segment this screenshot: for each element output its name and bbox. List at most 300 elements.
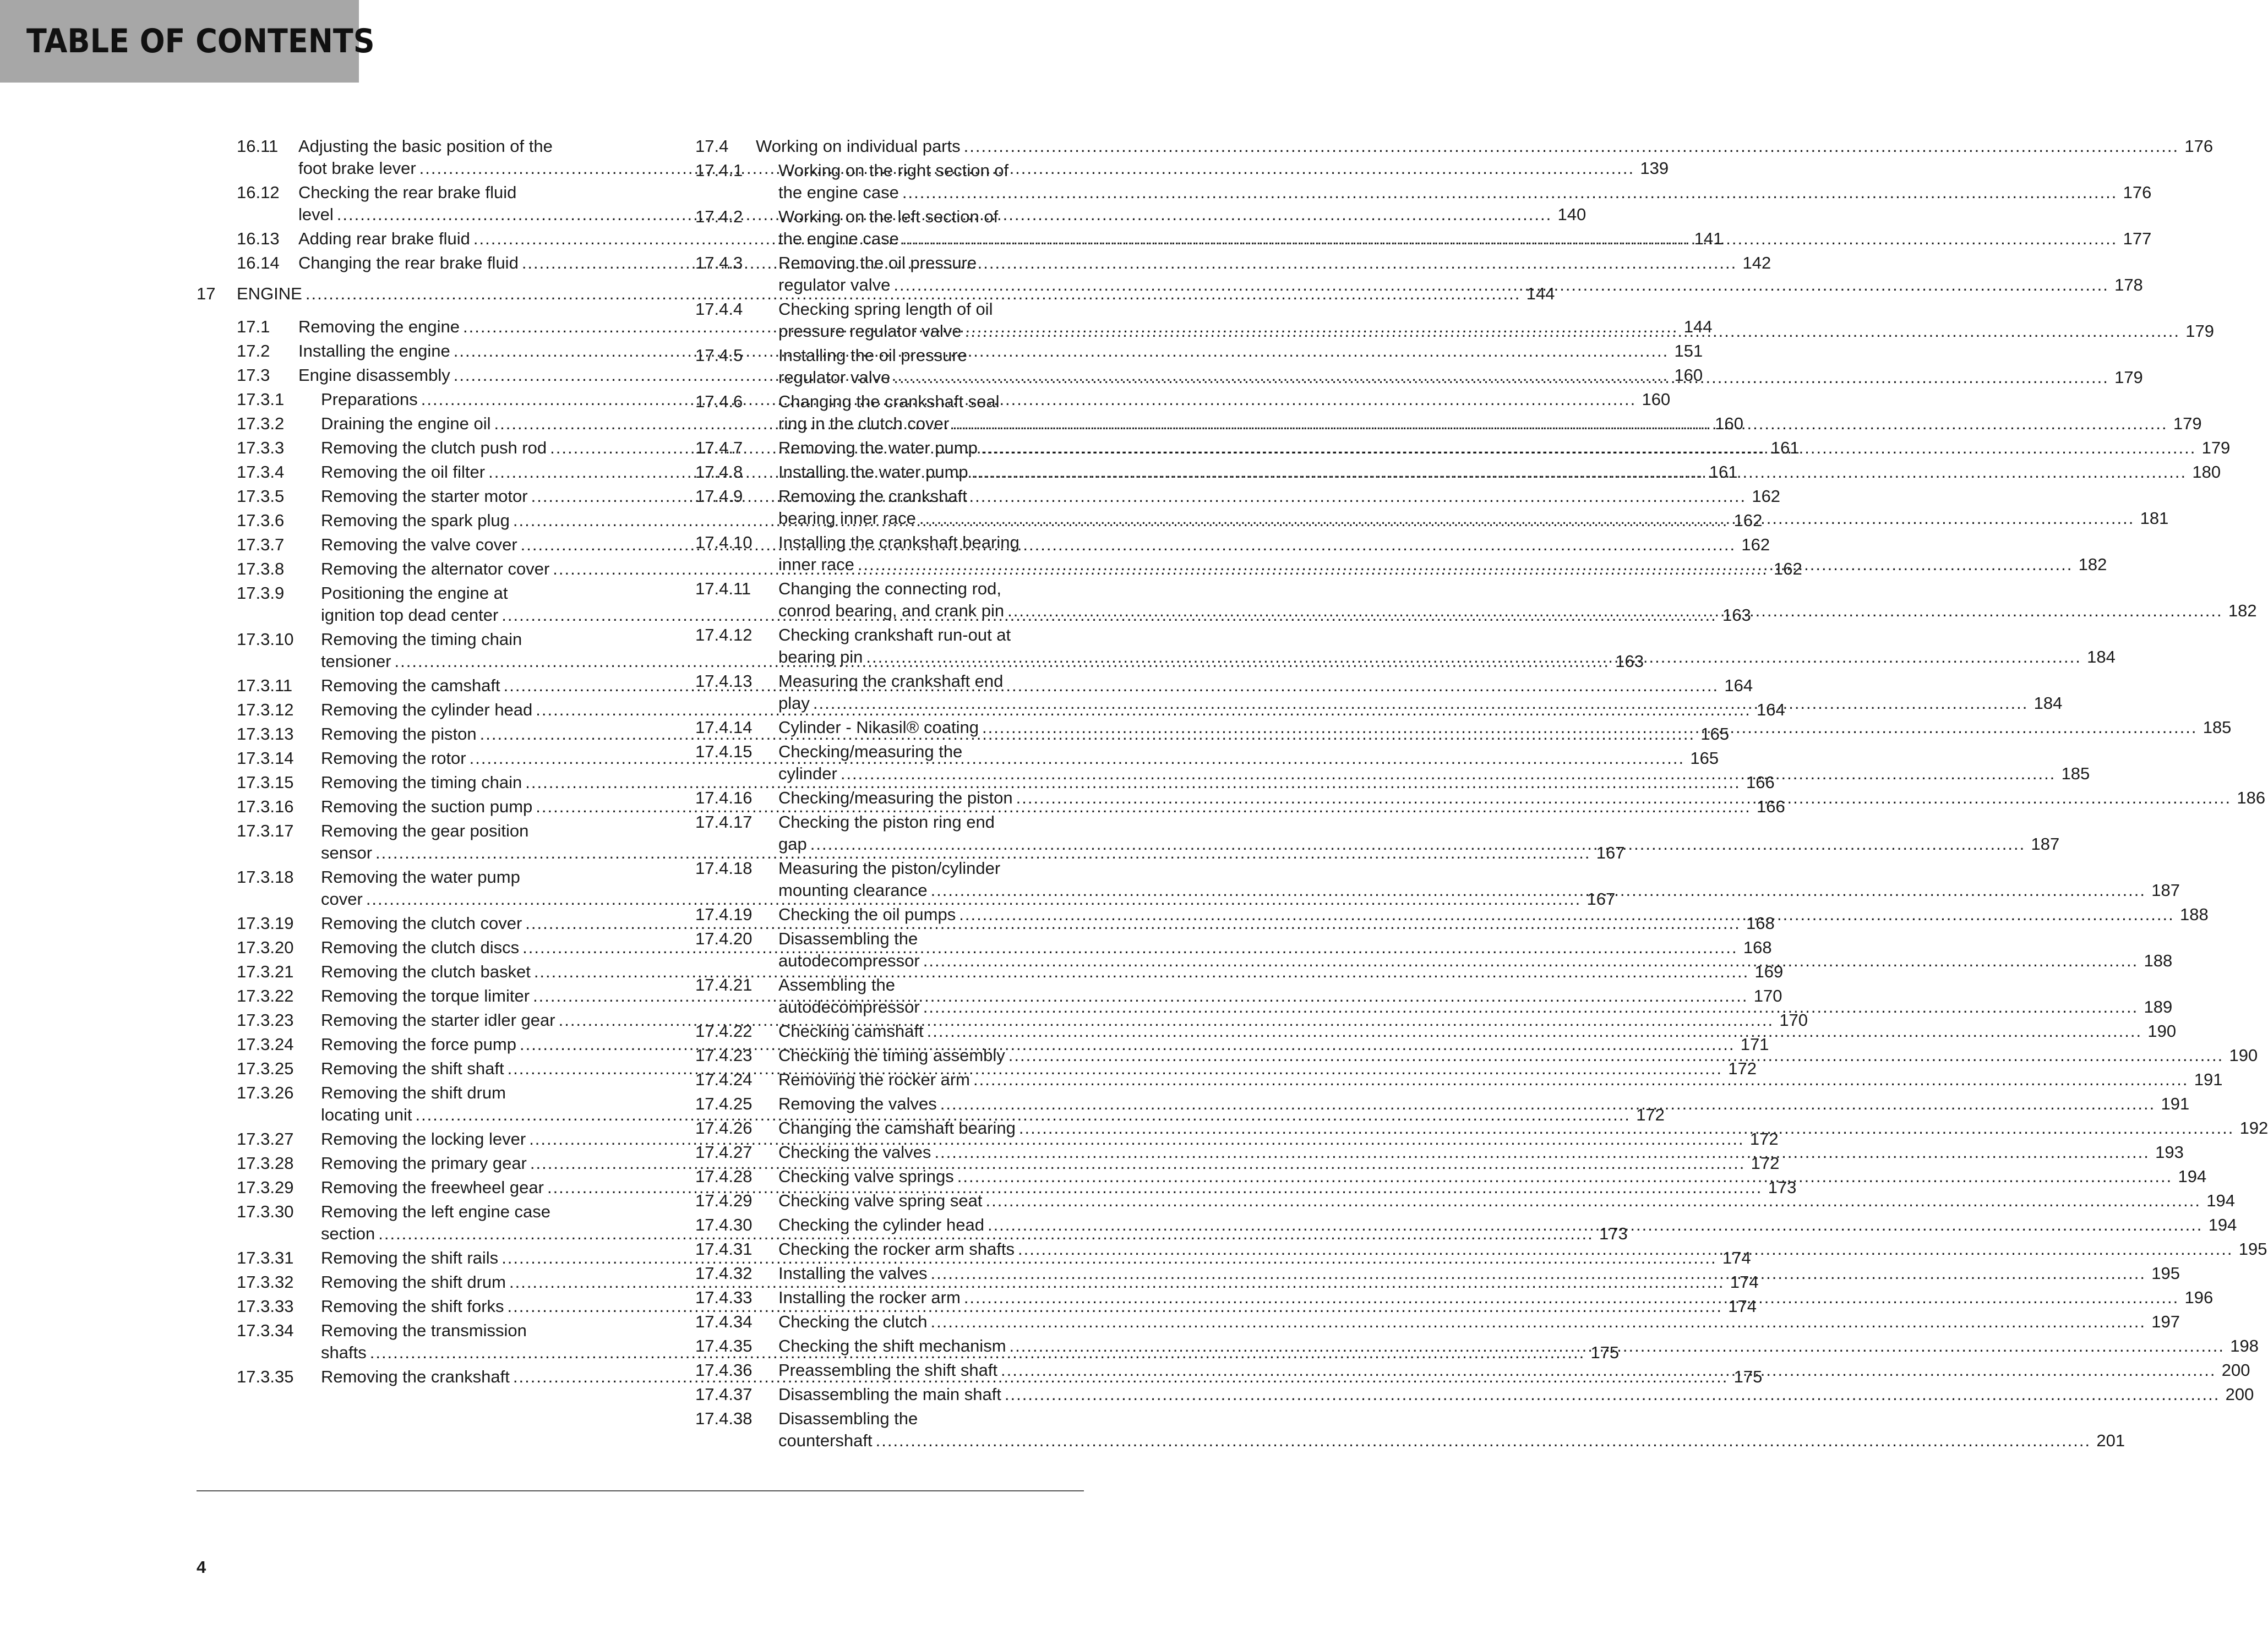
toc-entry-number: 17.3.9 [237, 583, 285, 603]
toc-entry-title-last: Removing the clutch discs [321, 938, 520, 957]
toc-entry-number: 17.3.10 [237, 630, 294, 649]
toc-entry-page: 165 [1700, 724, 1730, 744]
toc-entry-number: 17.2 [237, 341, 270, 360]
toc-entry-row [778, 461, 2221, 483]
footer-divider [197, 1490, 1084, 1491]
toc-entry-title: Installing the oil pressure [778, 346, 967, 365]
toc-entry-page: 190 [2229, 1046, 2258, 1065]
toc-entry[interactable] [695, 1408, 2125, 1452]
toc-entry-title-last: Removing the primary gear [321, 1153, 527, 1173]
toc-entry-number: 17.4.24 [695, 1070, 753, 1089]
toc-entry[interactable] [695, 1311, 2180, 1333]
toc-entry-title-last: Checking/measuring the piston [778, 788, 1013, 807]
toc-entry-title-last: Removing the suction pump [321, 797, 533, 816]
toc-entry-title: Removing the crankshaft [778, 486, 967, 506]
toc-entry-body [778, 578, 2257, 622]
toc-entry-page: 144 [1683, 317, 1713, 336]
toc-entry[interactable] [695, 1262, 2180, 1284]
toc-entry-body [778, 1093, 2189, 1115]
toc-entry-page: 163 [1615, 652, 1644, 671]
toc-entry-body [778, 1117, 2268, 1139]
toc-entry-row [778, 1287, 2213, 1309]
toc-entry-number: 17.4.19 [695, 905, 753, 924]
toc-entry-row [778, 1214, 2237, 1236]
toc-entry-page: 162 [1741, 535, 1770, 554]
toc-entry-page: 189 [2144, 997, 2173, 1016]
toc-entry-number: 17.3.25 [237, 1059, 294, 1078]
toc-entry-page: 172 [1749, 1129, 1779, 1149]
toc-entry-title-last: level [298, 205, 334, 224]
toc-entry-number: 17.3.31 [237, 1248, 294, 1267]
toc-entry-title-last: Removing the clutch cover [321, 914, 522, 933]
toc-entry-title-last: Checking valve springs [778, 1167, 954, 1186]
toc-entry-title-last: Cylinder - Nikasil® coating [778, 718, 979, 737]
toc-entry-title-last: shafts [321, 1343, 367, 1362]
toc-entry-page: 176 [2123, 183, 2152, 202]
dot-leader [985, 1190, 2200, 1212]
toc-entry-title-last: locating unit [321, 1105, 412, 1124]
toc-entry-page: 161 [1709, 462, 1738, 482]
toc-entry[interactable] [695, 1069, 2223, 1091]
page-number: 4 [197, 1557, 206, 1577]
toc-entry-body [778, 741, 2090, 785]
toc-entry-title: Positioning the engine at [321, 583, 508, 603]
dot-leader [1007, 600, 2222, 622]
toc-entry-title: Removing the water pump [321, 867, 520, 887]
toc-entry-page: 197 [2151, 1312, 2180, 1331]
toc-entry-page: 164 [1757, 700, 1785, 719]
toc-entry[interactable] [695, 135, 2214, 157]
toc-entry-row [778, 1430, 2125, 1452]
toc-entry-number: 17.3.19 [237, 914, 294, 933]
toc-entry-number: 17.4.34 [695, 1312, 753, 1331]
toc-entry-number: 17.3.5 [237, 486, 285, 506]
toc-entry-page: 192 [2239, 1118, 2268, 1138]
dot-leader [965, 320, 2180, 342]
dot-leader [876, 1430, 2091, 1452]
toc-entry-body [778, 252, 2143, 296]
toc-entry-title-last: regulator valve [778, 275, 891, 294]
toc-entry-number: 16.12 [237, 183, 280, 202]
toc-entry-row [778, 1045, 2258, 1067]
toc-entry-row [778, 507, 2168, 529]
toc-entry-row [756, 135, 2213, 157]
dot-leader [988, 1214, 2202, 1236]
toc-entry-page: 188 [2144, 951, 2173, 970]
toc-entry-title-last: Checking the timing assembly [778, 1046, 1005, 1065]
toc-entry-row [778, 320, 2214, 342]
toc-entry-number: 17.4.30 [695, 1215, 753, 1234]
toc-entry-body [778, 437, 2230, 459]
toc-entry-page: 163 [1722, 605, 1751, 625]
toc-entry-title-last: autodecompressor [778, 951, 920, 970]
toc-entry-title: Measuring the crankshaft end [778, 671, 1004, 691]
dot-leader [981, 437, 2196, 459]
toc-entry-body [778, 1335, 2259, 1357]
toc-entry-number: 17.4.2 [695, 207, 743, 226]
toc-entry-page: 167 [1596, 843, 1625, 862]
toc-entry-page: 172 [1636, 1105, 1665, 1124]
toc-entry-title: Assembling the [778, 975, 895, 994]
toc-entry-row [778, 787, 2265, 809]
toc-entry-title-last: Preparations [321, 390, 418, 409]
toc-entry-body [778, 904, 2209, 926]
toc-entry-row [778, 1069, 2222, 1091]
toc-entry-row [778, 1384, 2254, 1406]
toc-entry-body [778, 1020, 2176, 1042]
toc-entry-title-last: Engine disassembly [298, 365, 450, 385]
toc-entry-title-last: ignition top dead center [321, 605, 499, 625]
dot-leader [902, 182, 2117, 204]
toc-entry-number: 17.4.9 [695, 486, 743, 506]
dot-leader [893, 274, 2108, 296]
toc-entry-title-last: Checking the shift mechanism [778, 1336, 1006, 1355]
toc-entry-number: 17.4 [695, 136, 729, 156]
toc-entry-number: 17.4.25 [695, 1094, 753, 1113]
toc-entry-body [778, 1214, 2237, 1236]
dot-leader [957, 1166, 2172, 1188]
toc-entry-row [778, 413, 2202, 435]
toc-entry-page: 178 [2114, 275, 2143, 294]
dot-leader [902, 228, 2117, 250]
toc-entry-title: Removing the shift drum [321, 1083, 506, 1102]
toc-entry-title-last: Removing the rotor [321, 748, 466, 768]
toc-entry-page: 184 [2033, 693, 2063, 713]
toc-entry-page: 160 [1715, 414, 1743, 433]
toc-entry-page: 168 [1746, 914, 1775, 933]
page-title: TABLE OF CONTENTS [26, 22, 375, 61]
toc-entry-title-last: bearing inner race [778, 509, 916, 528]
dot-leader [1010, 1335, 2225, 1357]
toc-entry-title-last: Checking the oil pumps [778, 905, 956, 924]
toc-entry-page: 167 [1586, 889, 1616, 909]
toc-entry-page: 185 [2202, 718, 2232, 737]
toc-entry-title-last: inner race [778, 555, 854, 574]
toc-entry-page: 168 [1743, 938, 1772, 957]
dot-leader [1001, 1359, 2216, 1381]
toc-entry-page: 191 [2194, 1070, 2223, 1089]
toc-entry[interactable] [695, 1384, 2254, 1406]
header-tab [0, 0, 375, 83]
toc-entry-page: 179 [2173, 414, 2202, 433]
toc-entry-row [778, 554, 2107, 576]
toc-entry-body [778, 461, 2221, 483]
toc-entry-title-last: Installing the water pump [778, 462, 968, 482]
toc-entry-body [778, 1141, 2184, 1163]
toc-entry-page: 142 [1742, 253, 1771, 272]
toc-entry-title-last: Checking camshaft [778, 1021, 924, 1041]
toc-entry-page: 140 [1557, 205, 1586, 224]
toc-entry-title-last: conrod bearing, and crank pin [778, 601, 1005, 620]
toc-entry-row [778, 1311, 2180, 1333]
toc-entry-page: 187 [2031, 834, 2060, 854]
toc-entry-number: 17.3.26 [237, 1083, 294, 1102]
toc-entry-title-last: the engine case [778, 183, 899, 202]
dot-leader [919, 507, 2134, 529]
toc-entry-title: Working on the right section of [778, 161, 1009, 180]
toc-entry-page: 164 [1724, 676, 1753, 695]
toc-entry-title-last: Removing the oil filter [321, 462, 486, 482]
toc-entry-number: 17.3.35 [237, 1367, 294, 1386]
toc-entry-title-last: ENGINE [237, 284, 302, 303]
toc-entry-number: 17.3 [237, 365, 270, 385]
toc-entry-title-last: Removing the engine [298, 317, 460, 336]
toc-entry-page: 162 [1752, 486, 1781, 506]
toc-entry-title: Disassembling the [778, 1409, 918, 1428]
toc-entry-page: 186 [2237, 788, 2266, 807]
toc-entry-page: 144 [1526, 284, 1555, 303]
toc-entry-number: 17.4.35 [695, 1336, 753, 1355]
toc-entry-page: 200 [2221, 1360, 2250, 1380]
toc-entry[interactable] [695, 1190, 2235, 1212]
toc-entry-page: 162 [1733, 511, 1763, 530]
toc-entry-title-last: cover [321, 889, 363, 909]
toc-entry-page: 198 [2230, 1336, 2259, 1355]
toc-entry-number: 17.4.38 [695, 1409, 753, 1428]
toc-entry-title-last: Removing the shift drum [321, 1272, 506, 1292]
toc-entry-title-last: Installing the engine [298, 341, 450, 360]
toc-entry-number: 17.4.5 [695, 346, 743, 365]
toc-entry-page: 175 [1590, 1343, 1620, 1362]
toc-entry-title-last: Removing the water pump [778, 438, 978, 457]
toc-entry-row [778, 182, 2151, 204]
toc-entry-page: 191 [2161, 1094, 2190, 1113]
toc-entry-number: 17.4.26 [695, 1118, 753, 1138]
toc-entry-page: 185 [2061, 764, 2090, 783]
toc-entry-row [778, 1335, 2259, 1357]
toc-entry-number: 17.4.3 [695, 253, 743, 272]
toc-entry-body [778, 206, 2151, 250]
toc-entry-body [756, 135, 2213, 157]
toc-entry-page: 194 [2206, 1191, 2235, 1210]
toc-entry-page: 195 [2151, 1264, 2180, 1283]
toc-entry-body [778, 928, 2172, 972]
toc-entry-title: Checking the rear brake fluid [298, 183, 517, 202]
toc-entry-title-last: Changing the camshaft bearing [778, 1118, 1016, 1138]
toc-entry-page: 173 [1768, 1178, 1797, 1197]
toc-entry-number: 17.3.8 [237, 559, 285, 578]
toc-entry-number: 17.3.7 [237, 535, 285, 554]
dot-leader [972, 461, 2187, 483]
toc-entry-body [778, 624, 2116, 668]
dot-leader [964, 135, 2179, 157]
toc-entry-title: Removing the left engine case [321, 1202, 551, 1221]
toc-entry-number: 17.3.3 [237, 438, 285, 457]
toc-entry-page: 193 [2155, 1142, 2184, 1162]
toc-entry-title: Checking spring length of oil [778, 299, 993, 319]
toc-entry-title-last: gap [778, 834, 807, 854]
toc-entry-title-last: Removing the force pump [321, 1035, 516, 1054]
toc-entry-row [778, 1117, 2268, 1139]
toc-entry-number: 17.4.33 [695, 1288, 753, 1307]
dot-leader [934, 1141, 2149, 1163]
toc-entry-title-last: Removing the crankshaft [321, 1367, 510, 1386]
toc-entry[interactable] [237, 1177, 1797, 1199]
toc-entry-title: Changing the connecting rod, [778, 579, 1002, 598]
toc-entry-row [778, 437, 2230, 459]
dot-leader [858, 554, 2073, 576]
toc-entry-number: 16.14 [237, 253, 280, 272]
toc-entry-page: 179 [2114, 368, 2143, 387]
dot-leader [1019, 1117, 2234, 1139]
toc-entry-title-last: Installing the rocker arm [778, 1288, 961, 1307]
toc-entry-number: 17.3.28 [237, 1153, 294, 1173]
toc-entry-row [778, 1141, 2184, 1163]
toc-entry-body [778, 532, 2107, 576]
toc-entry-title-last: Removing the alternator cover [321, 559, 550, 578]
toc-entry-body [778, 717, 2231, 739]
toc-entry-title-last: mounting clearance [778, 881, 928, 900]
toc-entry-row [778, 833, 2059, 855]
toc-entry-title-last: ring in the clutch cover [778, 414, 950, 433]
toc-entry-body [778, 1287, 2213, 1309]
toc-entry-page: 170 [1753, 986, 1782, 1005]
toc-entry-title-last: Removing the valve cover [321, 535, 517, 554]
toc-entry-number: 17.3.27 [237, 1129, 294, 1149]
toc-entry-title: Removing the oil pressure [778, 253, 977, 272]
toc-entry-row [778, 1262, 2180, 1284]
dot-leader [866, 646, 2081, 668]
toc-entry-title-last: Removing the clutch push rod [321, 438, 547, 457]
toc-entry-body [778, 485, 2168, 529]
toc-entry-title-last: pressure regulator valve [778, 321, 962, 341]
toc-entry-number: 17.3.22 [237, 986, 294, 1005]
toc-entry-body [778, 974, 2172, 1018]
toc-entry-number: 17.4.22 [695, 1021, 753, 1041]
toc-entry-row [778, 1093, 2189, 1115]
toc-entry-page: 194 [2178, 1167, 2207, 1186]
toc-entry-number: 17.4.15 [695, 742, 753, 761]
toc-entry-body [778, 1190, 2235, 1212]
toc-entry-number: 17.4.20 [695, 929, 753, 948]
toc-entry[interactable] [695, 1238, 2267, 1260]
dot-leader [893, 367, 2108, 389]
toc-entry-number: 17.4.17 [695, 812, 753, 832]
toc-entry-row [778, 904, 2209, 926]
toc-entry-number: 17.3.29 [237, 1178, 294, 1197]
toc-entry-title-last: Removing the locking lever [321, 1129, 526, 1149]
toc-entry-number: 17.4.8 [695, 462, 743, 482]
toc-entry-number: 17.3.21 [237, 962, 294, 981]
toc-entry-number: 17.4.13 [695, 671, 753, 691]
toc-entry-title: Changing the crankshaft seal [778, 392, 1000, 411]
toc-entry-number: 17 [197, 284, 216, 303]
dot-leader [973, 1069, 2188, 1091]
toc-entry-title-last: Removing the piston [321, 724, 477, 744]
toc-entry-title: Measuring the piston/cylinder [778, 859, 1001, 878]
toc-entry-title: Working on the left section of [778, 207, 999, 226]
toc-entry-body [778, 1069, 2222, 1091]
toc-entry-number: 17.3.18 [237, 867, 294, 887]
toc-entry-title-last: section [321, 1224, 375, 1243]
toc-entry-row [778, 996, 2172, 1018]
toc-entry-row [778, 646, 2116, 668]
toc-entry[interactable] [237, 961, 1784, 983]
dot-leader [1018, 1238, 2233, 1260]
toc-entry-page: 151 [1674, 341, 1703, 360]
toc-entry-page: 201 [2096, 1431, 2125, 1450]
toc-entry-title-last: Removing the shift forks [321, 1297, 504, 1316]
toc-entry-number: 17.4.14 [695, 718, 753, 737]
dot-leader [810, 833, 2025, 855]
toc-entry-page: 182 [2078, 555, 2107, 574]
dot-leader [959, 904, 2174, 926]
dot-leader [1008, 1045, 2223, 1067]
toc-entry-page: 141 [1694, 229, 1723, 248]
toc-entry-body [778, 1384, 2254, 1406]
toc-entry-number: 17.3.4 [237, 462, 285, 482]
dot-leader [964, 1287, 2179, 1309]
toc-entry-title-last: Installing the valves [778, 1264, 928, 1283]
toc-entry-title-last: Checking the clutch [778, 1312, 928, 1331]
toc-entry-number: 17.4.27 [695, 1142, 753, 1162]
toc-entry-title-last: tensioner [321, 652, 391, 671]
toc-entry-title-last: Disassembling the main shaft [778, 1385, 1001, 1404]
toc-entry-title: Removing the transmission [321, 1321, 527, 1340]
toc-entry-number: 17.4.10 [695, 533, 753, 552]
toc-entry-number: 17.4.16 [695, 788, 753, 807]
toc-entry-row [778, 274, 2143, 296]
toc-entry-title-last: Checking valve spring seat [778, 1191, 983, 1210]
toc-entry-body [778, 1311, 2180, 1333]
toc-entry-title-last: Removing the starter motor [321, 486, 528, 506]
toc-entry-title: Adjusting the basic position of the [298, 136, 553, 156]
toc-entry-number: 17.3.23 [237, 1010, 294, 1030]
toc-entry-number: 17.4.6 [695, 392, 743, 411]
toc-entry-number: 17.4.7 [695, 438, 743, 457]
toc-entry-row [778, 367, 2143, 389]
toc-entry-number: 17.4.1 [695, 161, 743, 180]
toc-entry-title-last: Adding rear brake fluid [298, 229, 470, 248]
toc-entry-number: 17.3.30 [237, 1202, 294, 1221]
toc-entry-row [778, 1190, 2235, 1212]
toc-entry-number: 17.3.17 [237, 821, 294, 840]
toc-entry-title-last: Draining the engine oil [321, 414, 491, 433]
toc-entry-title-last: Removing the shift rails [321, 1248, 499, 1267]
dot-leader [931, 1262, 2146, 1284]
toc-entry-page: 169 [1754, 962, 1784, 981]
toc-entry-title-last: foot brake lever [298, 158, 416, 178]
toc-entry-number: 17.3.24 [237, 1035, 294, 1054]
toc-entry-row [778, 1359, 2250, 1381]
toc-entry-page: 200 [2225, 1385, 2254, 1404]
toc-entry-body [778, 1166, 2206, 1188]
toc-entry-title-last: Removing the cylinder head [321, 700, 533, 719]
toc-entry[interactable] [695, 1045, 2258, 1067]
toc-entry-page: 174 [1730, 1272, 1759, 1292]
toc-entry-page: 182 [2228, 601, 2257, 620]
toc-entry-page: 184 [2087, 647, 2116, 666]
toc-entry-title-last: Removing the camshaft [321, 676, 500, 695]
toc-entry-body [778, 1262, 2180, 1284]
toc-entry-title: Removing the gear position [321, 821, 529, 840]
toc-entry-body [778, 345, 2143, 389]
dot-leader [931, 879, 2146, 901]
toc-entry-title-last: Removing the shift shaft [321, 1059, 504, 1078]
toc-entry[interactable] [695, 1287, 2214, 1309]
toc-entry-number: 17.3.33 [237, 1297, 294, 1316]
toc-entry-title-last: Checking the rocker arm shafts [778, 1239, 1015, 1259]
toc-entry-title-last: Changing the rear brake fluid [298, 253, 519, 272]
dot-leader [923, 950, 2138, 972]
toc-entry-page: 165 [1690, 748, 1719, 768]
toc-entry-number: 17.3.15 [237, 773, 294, 792]
toc-entry-body [778, 811, 2059, 855]
toc-entry-title-last: Checking the cylinder head [778, 1215, 984, 1234]
dot-leader [982, 717, 2197, 739]
toc-entry-title-last: countershaft [778, 1431, 873, 1450]
toc-entry-number: 17.4.36 [695, 1360, 753, 1380]
